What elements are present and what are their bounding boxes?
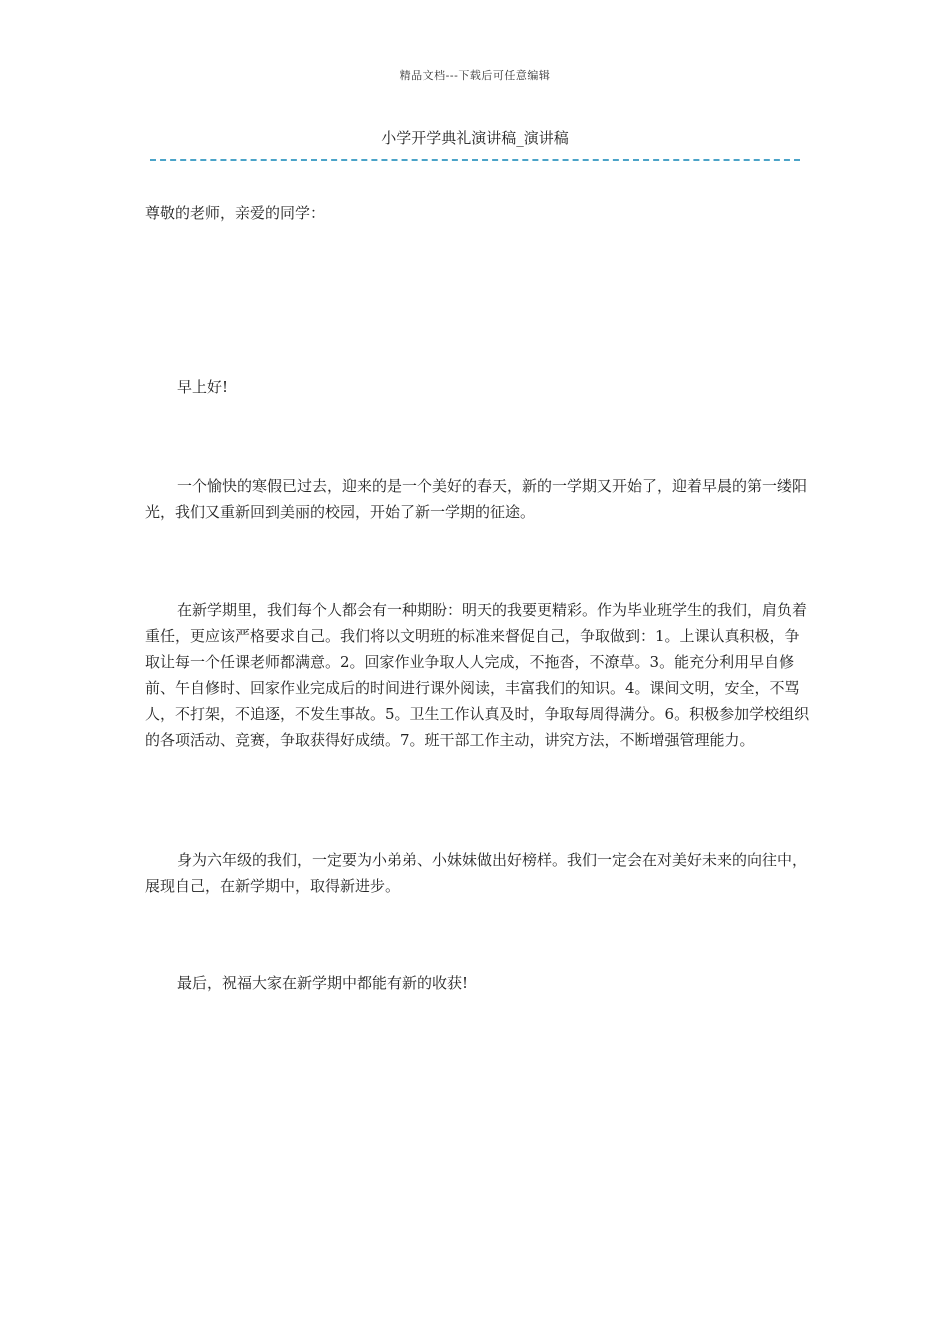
document-title: 小学开学典礼演讲稿_演讲稿 bbox=[381, 129, 569, 147]
greeting: 早上好! bbox=[177, 378, 229, 396]
header-note: 精品文档---下载后可任意编辑 bbox=[399, 69, 551, 82]
title-divider bbox=[150, 159, 800, 161]
salutation: 尊敬的老师，亲爱的同学： bbox=[145, 204, 326, 222]
paragraph-1: 一个愉快的寒假已过去，迎来的是一个美好的春天，新的一学期又开始了，迎着早晨的第一缕阳光，我们又重新回到美丽的校园，开始了新一学期的征途。 bbox=[145, 477, 808, 521]
closing: 最后，祝福大家在新学期中都能有新的收获! bbox=[177, 974, 469, 992]
paragraph-2: 在新学期里，我们每个人都会有一种期盼：明天的我要更精彩。作为毕业班学生的我们，肩负着重任，更应该严格要求自己。我们将以文明班的标准来督促自己，争取做到：1。上课认真积极，争取让每一个任课老师都满意。2。回家作业争取人人完成，不拖沓，不潦草。3。能充分利用早自修前、午自修时、回家作业完成后的时间进行课外阅读，丰富我们的知识。4。课间文明，安全，不骂人，不打架，不追逐，不发生事故。5。卫生工作认真及时，争取每周得满分。6。积极参加学校组织的各项活动、竞赛，争取获得好成绩。7。班干部工作主动，讲究方法，不断增强管理能力。 bbox=[145, 601, 810, 749]
paragraph-3: 身为六年级的我们，一定要为小弟弟、小妹妹做出好榜样。我们一定会在对美好未来的向往中，展现自己，在新学期中，取得新进步。 bbox=[145, 851, 808, 895]
